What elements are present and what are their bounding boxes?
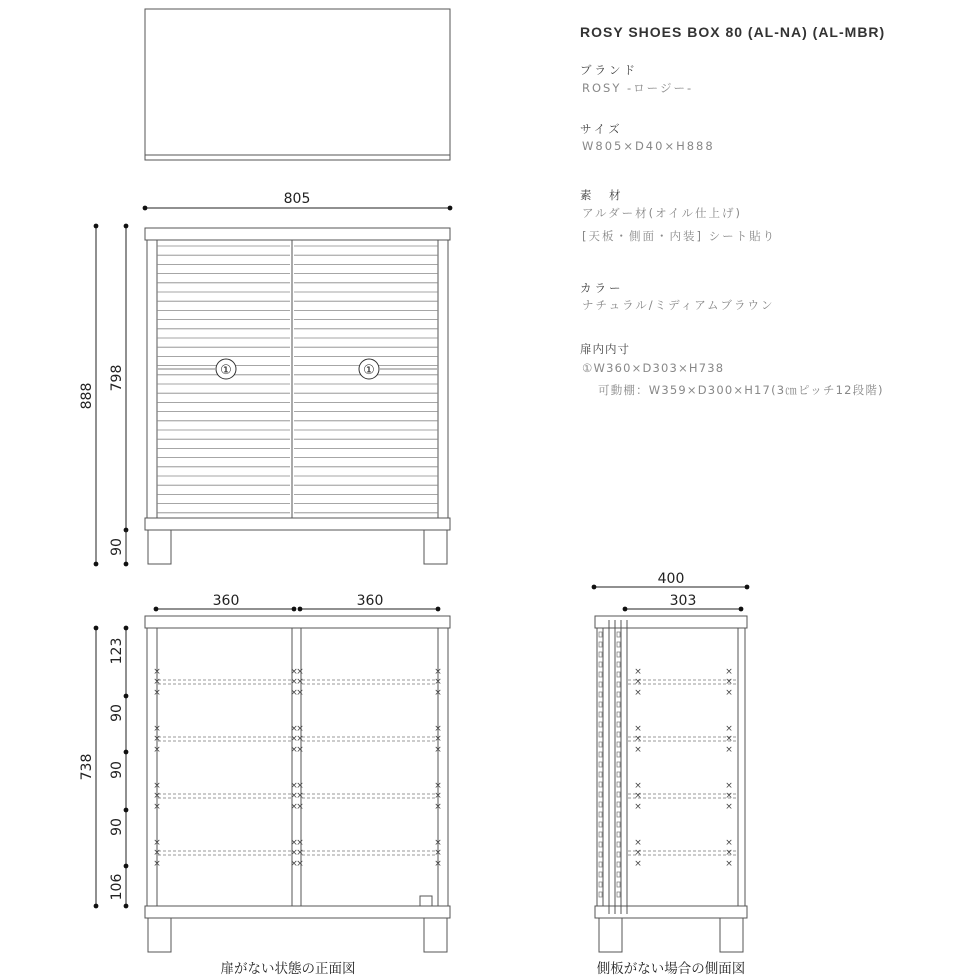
top-view <box>145 9 450 160</box>
adjuster-hole <box>599 642 602 647</box>
shelf-pin-mark: × <box>434 734 442 744</box>
shelf-pin-mark: × <box>434 677 442 687</box>
adjuster-hole <box>617 862 620 867</box>
shelf-pin-mark: × <box>290 781 298 791</box>
shelf-pin-mark: × <box>434 802 442 812</box>
shelf-pin-mark: × <box>153 677 161 687</box>
pitch-dot <box>124 750 129 755</box>
shelf-pin-mark: × <box>296 677 304 687</box>
height-798-label: 798 <box>109 364 125 392</box>
interior-front-view <box>145 616 450 952</box>
shelf-pin-mark: × <box>290 859 298 869</box>
shelf-pin-mark: × <box>153 791 161 801</box>
adjuster-hole <box>617 702 620 707</box>
shelf-pin-mark: × <box>434 859 442 869</box>
adjuster-hole <box>599 692 602 697</box>
adjuster-hole <box>599 882 602 887</box>
shelf-pin-mark: × <box>296 688 304 698</box>
adjuster-hole <box>599 732 602 737</box>
pitch-label: 106 <box>109 873 125 901</box>
shelf-pin-mark: × <box>296 848 304 858</box>
shelf-pin-mark: × <box>296 859 304 869</box>
pitch-dot <box>124 694 129 699</box>
interior-front-caption: 扉がない状態の正面図 <box>220 961 356 977</box>
adjuster-hole <box>617 672 620 677</box>
interior-side-view <box>595 616 747 952</box>
adjuster-hole <box>617 632 620 637</box>
adjuster-hole <box>617 752 620 757</box>
adjuster-hole <box>599 892 602 897</box>
adjuster-hole <box>617 732 620 737</box>
interior-height-738-label: 738 <box>79 753 95 781</box>
adjuster-hole <box>599 762 602 767</box>
adjuster-hole <box>617 842 620 847</box>
side-depth-400-label: 400 <box>657 571 685 587</box>
shelf-pin-mark: × <box>153 781 161 791</box>
shelf-pin-mark: × <box>153 838 161 848</box>
height-888-label: 888 <box>79 382 95 410</box>
adjuster-hole <box>599 842 602 847</box>
adjuster-hole <box>617 652 620 657</box>
adjuster-hole <box>599 862 602 867</box>
side-pin-mark: × <box>725 791 733 801</box>
shelf-pin-mark: × <box>290 791 298 801</box>
shelf-pin-mark: × <box>434 781 442 791</box>
shelf-pin-mark: × <box>153 667 161 677</box>
side-pin-mark: × <box>725 688 733 698</box>
adjuster-hole <box>617 682 620 687</box>
shelf-pin-mark: × <box>290 724 298 734</box>
interior-width-right-label: 360 <box>356 593 384 609</box>
side-pin-mark: × <box>634 724 642 734</box>
side-pin-mark: × <box>634 677 642 687</box>
side-pin-mark: × <box>725 734 733 744</box>
width-805-label: 805 <box>283 191 311 207</box>
spec-label-color: カラー <box>580 281 624 295</box>
shelf-pin-mark: × <box>296 781 304 791</box>
adjuster-hole <box>599 702 602 707</box>
side-depth-303-label: 303 <box>669 593 697 609</box>
shelf-pin-mark: × <box>290 838 298 848</box>
shelf-pin-mark: × <box>296 838 304 848</box>
side-pin-mark: × <box>634 838 642 848</box>
shelf-pin-mark: × <box>290 848 298 858</box>
shelf-pin-mark: × <box>290 802 298 812</box>
shelf-pin-mark: × <box>290 734 298 744</box>
door-marker-label: ① <box>363 363 375 378</box>
side-pin-mark: × <box>725 724 733 734</box>
shelf-pin-mark: × <box>434 724 442 734</box>
shelf-pin-mark: × <box>434 791 442 801</box>
shelf-pin-mark: × <box>434 745 442 755</box>
adjuster-hole <box>599 682 602 687</box>
side-pin-mark: × <box>725 838 733 848</box>
shelf-pin-mark: × <box>434 838 442 848</box>
shelf-pin-mark: × <box>153 734 161 744</box>
adjuster-hole <box>599 852 602 857</box>
adjuster-hole <box>617 832 620 837</box>
front-view <box>145 228 450 564</box>
door-marker-left <box>158 359 236 379</box>
shelf-pin-mark: × <box>296 667 304 677</box>
adjuster-hole <box>599 822 602 827</box>
spec-value-color: ナチュラル/ミディアムブラウン <box>582 298 775 312</box>
spec-value-interior: ①W360×D303×H738 <box>582 361 725 375</box>
side-pin-mark: × <box>725 859 733 869</box>
spec-value-size: W805×D40×H888 <box>582 139 715 153</box>
adjuster-hole <box>617 792 620 797</box>
side-pin-mark: × <box>634 734 642 744</box>
adjuster-hole <box>617 782 620 787</box>
adjuster-hole <box>599 672 602 677</box>
adjuster-hole <box>599 722 602 727</box>
spec-label-material: 素 材 <box>580 188 624 202</box>
adjuster-hole <box>617 772 620 777</box>
shelf-pin-mark: × <box>290 688 298 698</box>
shelf-pin-mark: × <box>434 667 442 677</box>
shelf-pin-mark: × <box>153 745 161 755</box>
door-marker-label: ① <box>220 363 232 378</box>
pitch-label: 90 <box>109 818 125 836</box>
adjuster-hole <box>617 642 620 647</box>
spec-value-brand: ROSY -ロージー- <box>582 81 694 95</box>
shelf-pin-mark: × <box>153 724 161 734</box>
pitch-label: 90 <box>109 761 125 779</box>
shelf-pin-mark: × <box>153 859 161 869</box>
adjuster-hole <box>617 882 620 887</box>
shelf-pin-mark: × <box>296 734 304 744</box>
shelf-pin-mark: × <box>434 848 442 858</box>
interior-width-left-label: 360 <box>212 593 240 609</box>
side-pin-mark: × <box>634 802 642 812</box>
pitch-dot <box>124 808 129 813</box>
adjuster-hole <box>617 762 620 767</box>
shelf-pin-mark: × <box>296 745 304 755</box>
shelf-pin-mark: × <box>296 724 304 734</box>
product-title: ROSY SHOES BOX 80 (AL-NA) (AL-MBR) <box>580 24 886 40</box>
shelf-pin-mark: × <box>296 791 304 801</box>
side-pin-mark: × <box>725 848 733 858</box>
pitch-dot <box>124 864 129 869</box>
adjuster-hole <box>617 892 620 897</box>
pitch-label: 123 <box>109 637 125 665</box>
shelf-pin-mark: × <box>296 802 304 812</box>
adjuster-hole <box>599 832 602 837</box>
side-pin-mark: × <box>634 745 642 755</box>
side-pin-mark: × <box>634 859 642 869</box>
adjuster-hole <box>617 822 620 827</box>
adjuster-hole <box>617 742 620 747</box>
side-pin-mark: × <box>634 848 642 858</box>
adjuster-hole <box>599 712 602 717</box>
spec-label-brand: ブランド <box>580 63 638 77</box>
pitch-label: 90 <box>109 704 125 722</box>
shelf-pin-mark: × <box>290 677 298 687</box>
shelf-pin-mark: × <box>153 688 161 698</box>
adjuster-hole <box>599 782 602 787</box>
dimension-lines <box>96 208 747 908</box>
height-90-leg-label: 90 <box>109 538 125 556</box>
adjuster-hole <box>599 632 602 637</box>
adjuster-hole <box>617 692 620 697</box>
side-pin-mark: × <box>634 667 642 677</box>
shelf-pin-mark: × <box>290 667 298 677</box>
spec-label-size: サイズ <box>580 122 623 136</box>
shelf-pin-mark: × <box>153 802 161 812</box>
adjuster-hole <box>617 872 620 877</box>
adjuster-hole <box>599 812 602 817</box>
door-marker-right <box>359 359 437 379</box>
adjuster-hole <box>599 772 602 777</box>
shelf-pin-mark: × <box>434 688 442 698</box>
adjuster-hole <box>617 812 620 817</box>
adjuster-hole <box>599 792 602 797</box>
adjuster-hole <box>599 802 602 807</box>
adjuster-hole <box>599 752 602 757</box>
side-pin-mark: × <box>634 791 642 801</box>
side-pin-mark: × <box>725 745 733 755</box>
shelf-pin-mark: × <box>153 848 161 858</box>
spec-value-shelf: 可動棚：W359×D300×H17(3㎝ピッチ12段階) <box>598 383 884 397</box>
adjuster-hole <box>617 802 620 807</box>
adjuster-hole <box>617 852 620 857</box>
side-pin-mark: × <box>725 802 733 812</box>
shelf-pin-mark: × <box>290 745 298 755</box>
side-pin-mark: × <box>725 781 733 791</box>
adjuster-hole <box>617 662 620 667</box>
adjuster-hole <box>599 872 602 877</box>
spec-value-material: アルダー材(オイル仕上げ) <box>582 206 742 220</box>
adjuster-hole <box>617 712 620 717</box>
interior-side-caption: 側板がない場合の側面図 <box>596 961 746 977</box>
spec-label-interior: 扉内内寸 <box>580 342 630 356</box>
pitch-dot <box>124 626 129 631</box>
adjuster-hole <box>599 652 602 657</box>
side-pin-mark: × <box>634 688 642 698</box>
pitch-dot <box>124 904 129 909</box>
adjuster-hole <box>599 662 602 667</box>
adjuster-hole <box>599 742 602 747</box>
side-pin-mark: × <box>725 667 733 677</box>
side-pin-mark: × <box>634 781 642 791</box>
side-pin-mark: × <box>725 677 733 687</box>
spec-value-material-sheet: [天板・側面・内装] シート貼り <box>582 229 777 243</box>
adjuster-hole <box>617 722 620 727</box>
